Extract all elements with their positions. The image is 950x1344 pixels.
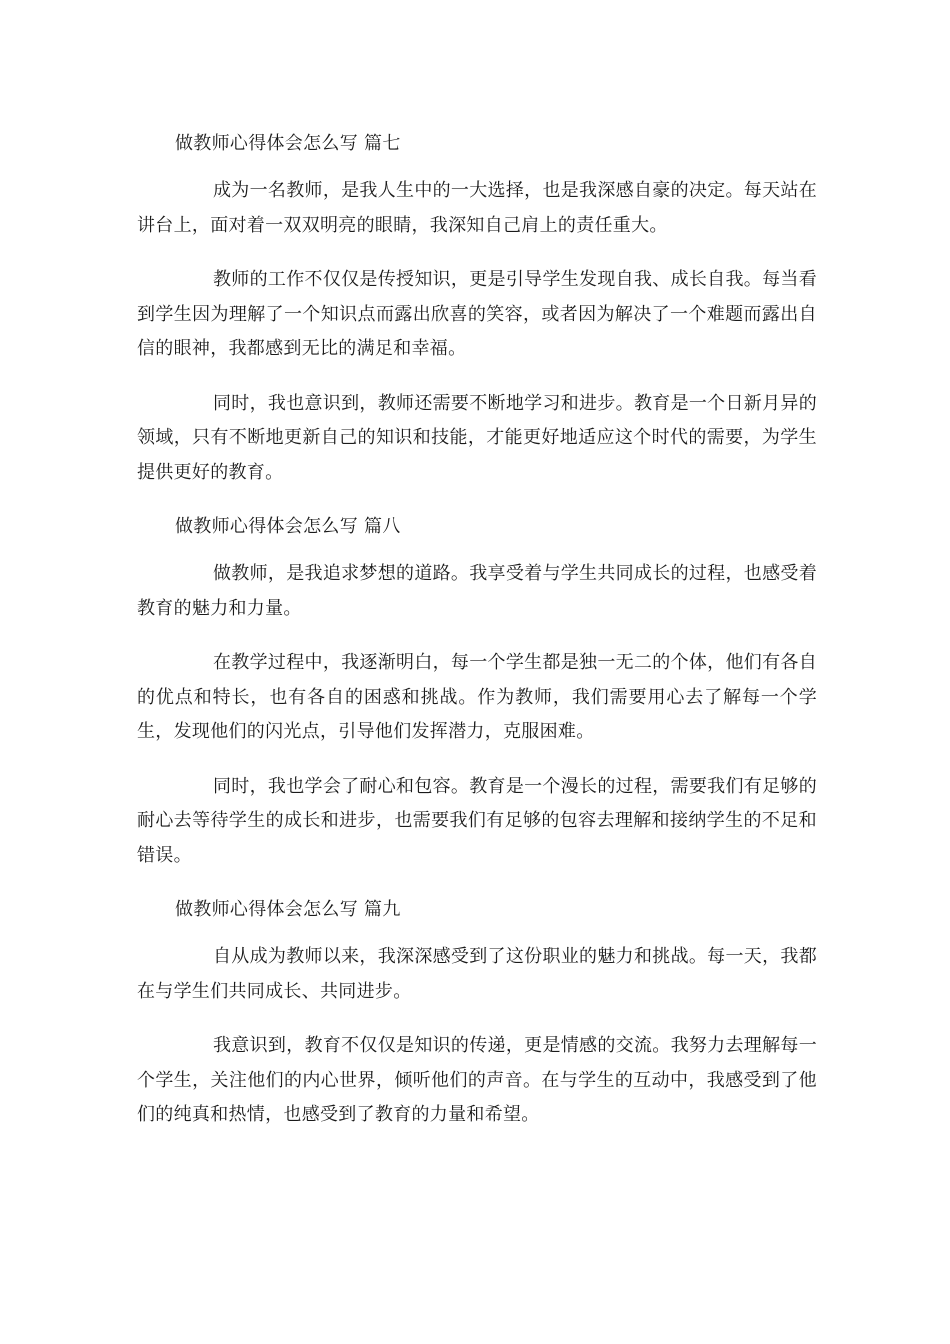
section-title: 做教师心得体会怎么写 篇七 [175,133,401,154]
paragraph: 做教师，是我追求梦想的道路。我享受着与学生共同成长的过程，也感受着教育的魅力和力量。 [137,563,817,619]
section-8 [137,510,817,873]
section-title: 做教师心得体会怎么写 篇八 [175,516,401,537]
paragraph: 同时，我也意识到，教师还需要不断地学习和进步。教育是一个日新月异的领域，只有不断地更新自己的知识和技能，才能更好地适应这个时代的需要，为学生提供更好的教育。 [137,392,817,483]
paragraph: 我意识到，教育不仅仅是知识的传递，更是情感的交流。我努力去理解每一个学生，关注他们的内心世界，倾听他们的声音。在与学生的互动中，我感受到了他们的纯真和热情，也感受到了教育的力量和希望。 [137,1035,817,1125]
section-7 [137,127,817,490]
section-9 [137,893,817,1133]
paragraph: 同时，我也学会了耐心和包容。教育是一个漫长的过程，需要我们有足够的耐心去等待学生的成长和进步，也需要我们有足够的包容去理解和接纳学生的不足和错误。 [137,775,817,866]
paragraph: 教师的工作不仅仅是传授知识，更是引导学生发现自我、成长自我。每当看到学生因为理解了一个知识点而露出欣喜的笑容，或者因为解决了一个难题而露出自信的眼神，我都感到无比的满足和幸福。 [137,269,817,359]
document-page [137,127,817,1153]
paragraph: 自从成为教师以来，我深深感受到了这份职业的魅力和挑战。每一天，我都在与学生们共同成长、共同进步。 [137,946,817,1002]
section-title: 做教师心得体会怎么写 篇九 [175,899,401,920]
paragraph: 成为一名教师，是我人生中的一大选择，也是我深感自豪的决定。每天站在讲台上，面对着一双双明亮的眼睛，我深知自己肩上的责任重大。 [137,180,817,236]
paragraph: 在教学过程中，我逐渐明白，每一个学生都是独一无二的个体，他们有各自的优点和特长，也有各自的困惑和挑战。作为教师，我们需要用心去了解每一个学生，发现他们的闪光点，引导他们发挥潜力，克服困难。 [137,652,817,742]
